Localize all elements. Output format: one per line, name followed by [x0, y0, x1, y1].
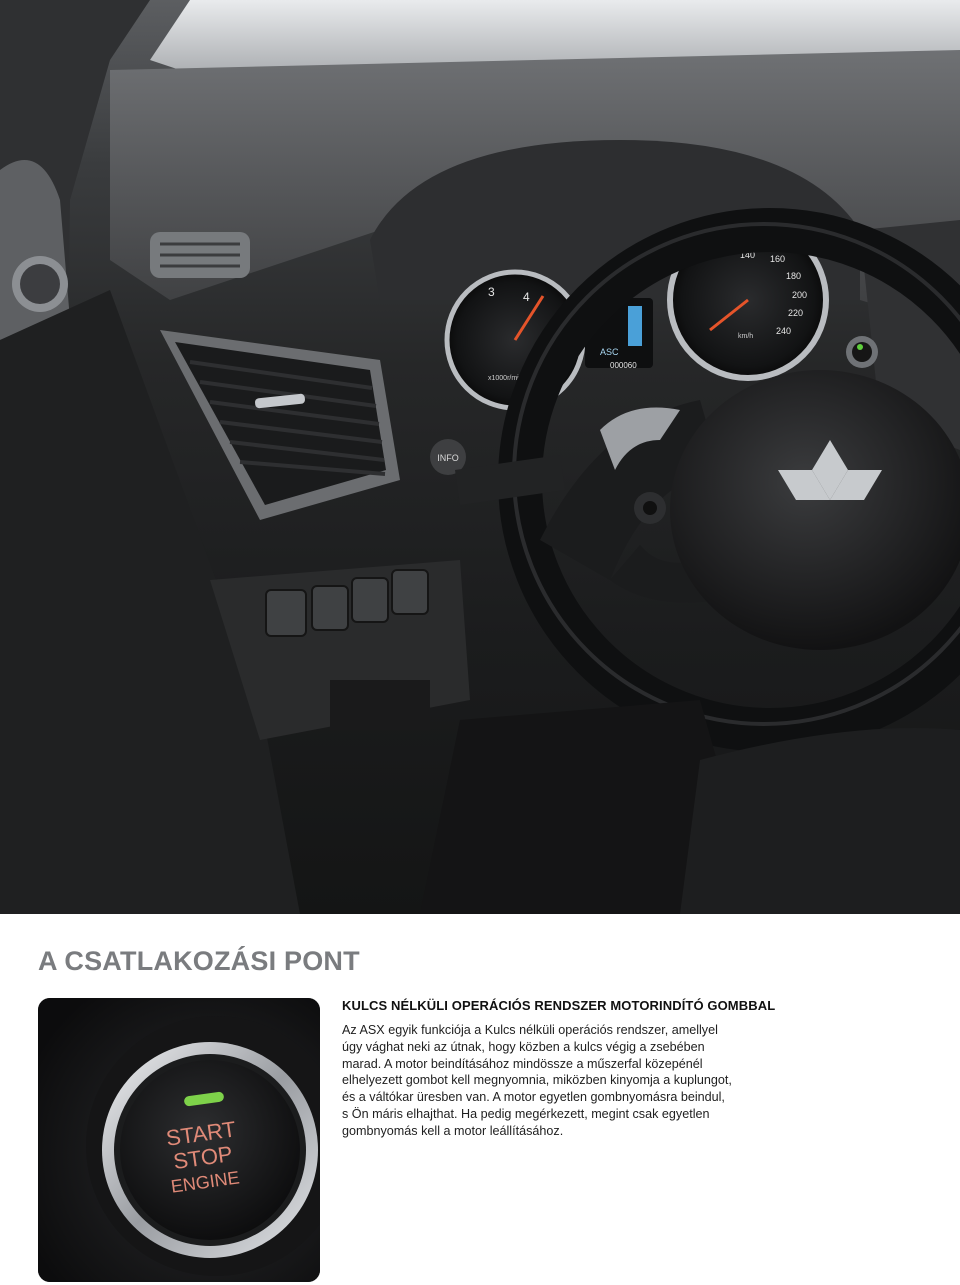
section-subheading: KULCS NÉLKÜLI OPERÁCIÓS RENDSZER MOTORINDÍTÓ GOMBBAL [342, 998, 776, 1013]
seat [680, 728, 960, 914]
engine-label: ENGINE [169, 1167, 241, 1197]
body-line: és a váltókar üresben van. A motor egyetlen gombnyomásra beindul, [342, 1090, 725, 1105]
tach-3-label: 3 [488, 285, 495, 299]
start-stop-photo [38, 998, 320, 1282]
speed-180-label: 180 [786, 271, 802, 281]
asc-label: ASC [600, 347, 619, 357]
tach-5-label: 5 [551, 316, 558, 330]
start-stop-illustration [38, 998, 320, 1282]
stop-label: STOP [171, 1141, 235, 1175]
body-line: gombnyomás kell a motor leállításához. [342, 1123, 564, 1138]
body-line: úgy vághat neki az útnak, hogy közben a kulcs végig a zsebében [342, 1039, 705, 1054]
rpm-unit-label: x1000r/min [488, 375, 523, 382]
speed-160-label: 160 [770, 254, 786, 264]
storage-tray [330, 680, 430, 730]
body-line: marad. A motor beindításához mindössze a műszerfal közepénél [342, 1056, 703, 1071]
body-line: Az ASX egyik funkciója a Kulcs nélküli operációs rendszer, amellyel [342, 1023, 718, 1037]
page-title: A CSATLAKOZÁSI PONT [38, 946, 360, 976]
speed-240-label: 240 [776, 326, 792, 336]
body-line: s Ön máris elhajthat. Ha pedig megérkezett, megint csak egyetlen [342, 1106, 710, 1121]
info-button-label: INFO [437, 453, 459, 463]
tach-4-label: 4 [523, 290, 530, 304]
odometer-readout: 000060 [610, 361, 637, 370]
speed-unit-label: km/h [738, 333, 754, 340]
body-line: elhelyezett gombot kell megnyomnia, miközben kinyomja a kuplungot, [342, 1073, 732, 1088]
start-label: START [164, 1116, 238, 1151]
light-stalk [455, 455, 565, 505]
body-paragraph [342, 1022, 772, 1140]
speed-140-label: 140 [740, 250, 756, 260]
speed-220-label: 220 [788, 308, 804, 318]
speed-200-label: 200 [792, 290, 808, 300]
